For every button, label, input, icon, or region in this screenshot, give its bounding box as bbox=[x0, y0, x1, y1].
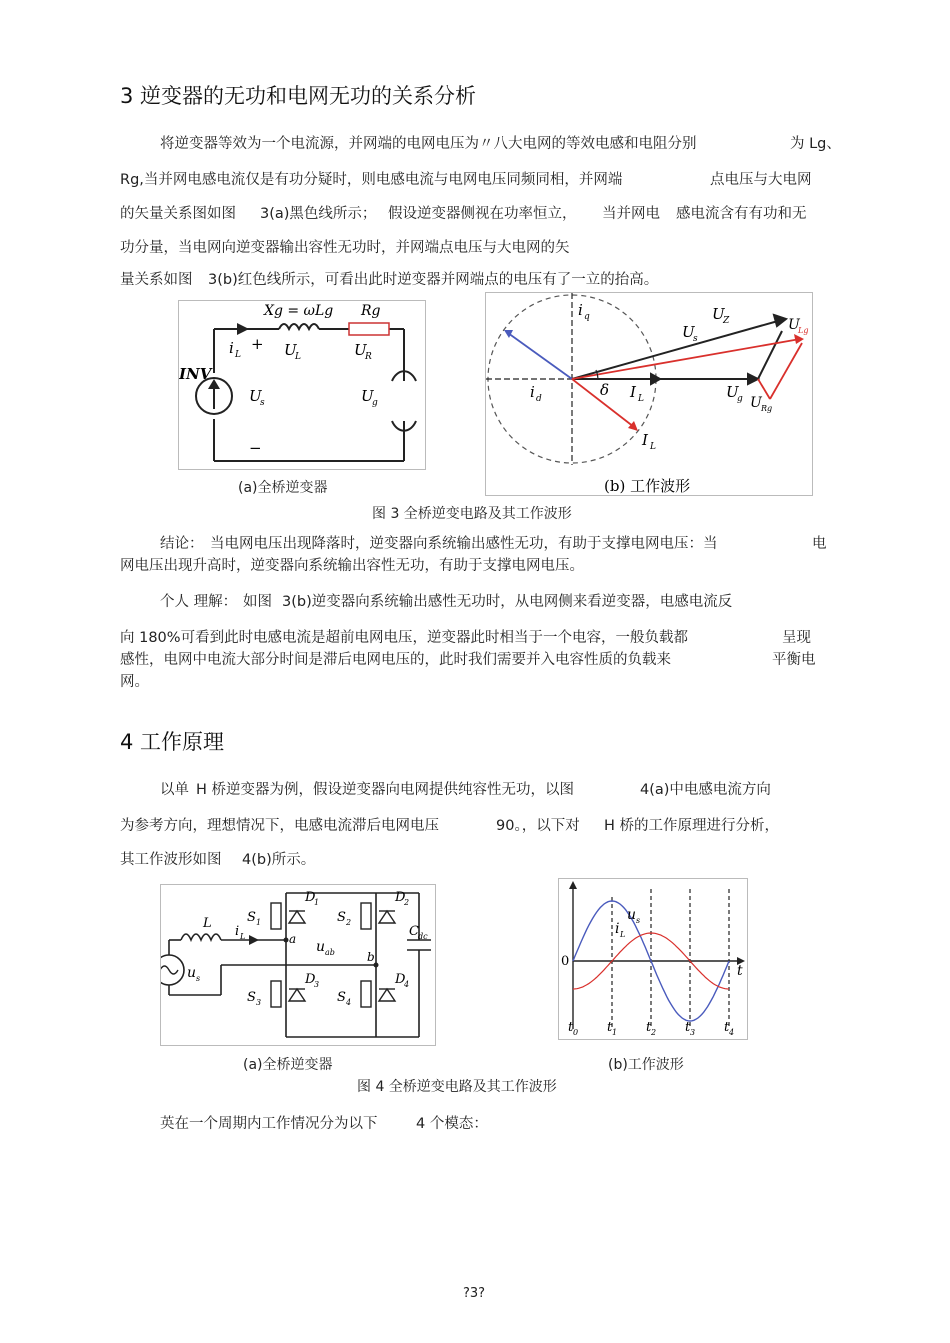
d2-sub: 2 bbox=[404, 898, 410, 907]
t-axis-label: t bbox=[737, 963, 743, 979]
s1-sub: 1 bbox=[256, 918, 262, 927]
il-label: i bbox=[229, 339, 234, 357]
ac-source-icon bbox=[161, 955, 184, 985]
ul-sub: L bbox=[295, 352, 301, 362]
personal-line-1c: 3(b)逆变器向系统输出感性无功时，从电网侧来看逆变器，电感电流反 bbox=[282, 594, 733, 610]
para-3-line-3b: 3(a)黑色线所示； bbox=[260, 206, 377, 222]
waveform-plot bbox=[559, 879, 747, 1039]
url-phasor-sub: Lg bbox=[798, 326, 809, 335]
figure-4-caption: 图 4 全桥逆变电路及其工作波形 bbox=[357, 1079, 557, 1095]
para-3-line-3e: 感电流含有有功和无 bbox=[676, 206, 807, 222]
modes-text-b: 4 个模态： bbox=[416, 1116, 488, 1132]
para-4-line-2a: 为参考方向，理想情况下，电感电流滞后电网电压 bbox=[120, 818, 439, 834]
section-4-heading: 4 工作原理 bbox=[120, 730, 225, 754]
personal-line-2b: 呈现 bbox=[782, 630, 811, 646]
ug-phasor-sub: g bbox=[737, 394, 743, 404]
figure-3b-subcaption: (b) 工作波形 bbox=[604, 477, 691, 495]
resistor-rg bbox=[349, 323, 389, 335]
s2-sub: 2 bbox=[346, 918, 352, 927]
para-3-line-1b: 为 Lg、 bbox=[790, 136, 841, 152]
s1-label: S bbox=[247, 910, 256, 925]
para-3-line-2b: 点电压与大电网 bbox=[710, 172, 812, 188]
us-sub-4a: s bbox=[196, 974, 201, 983]
para-3-line-2a: Rg,当并网电感电流仅是有功分疑时，则电感电流与电网电压同频同相，并网端 bbox=[120, 172, 623, 188]
il-red-sub: L bbox=[650, 442, 656, 452]
url-phasor-label: U bbox=[788, 317, 800, 333]
conclusion-line-1a: 结论： bbox=[160, 536, 204, 552]
para-4-line-1c: 4(a)中电感电流方向 bbox=[640, 782, 771, 798]
t1-sub: 1 bbox=[612, 1028, 618, 1037]
il-sub: L bbox=[235, 350, 241, 360]
diode-d1-icon bbox=[289, 911, 305, 923]
d3-label: D bbox=[305, 972, 316, 987]
minus-sign: − bbox=[249, 439, 262, 457]
cdc-sub: dc bbox=[418, 932, 428, 941]
personal-line-1b: 如图 bbox=[243, 594, 272, 610]
us-label-4a: u bbox=[187, 965, 197, 981]
inductor-l-label: L bbox=[203, 916, 212, 931]
s3-label: S bbox=[247, 990, 256, 1005]
switch-s3-icon bbox=[271, 981, 281, 1007]
ug-arrow bbox=[748, 374, 758, 384]
para-3-line-3d: 当并网电 bbox=[602, 206, 660, 222]
switch-s1-icon bbox=[271, 903, 281, 929]
personal-line-1a: 个人 理解： bbox=[160, 594, 238, 610]
t4-sub: 4 bbox=[729, 1028, 735, 1037]
conclusion-line-2: 网电压出现升高时，逆变器向系统输出容性无功，有助于支撑电网电压。 bbox=[120, 558, 584, 574]
s2-label: S bbox=[337, 910, 346, 925]
zero-label: 0 bbox=[561, 954, 570, 969]
d1-label: D bbox=[305, 890, 316, 905]
node-b-label: b bbox=[367, 950, 375, 964]
us-wave-label: u bbox=[627, 907, 637, 923]
t3-label: t bbox=[685, 1020, 691, 1035]
figure-3a-subcaption: (a)全桥逆变器 bbox=[238, 480, 328, 496]
us-arrow bbox=[774, 315, 786, 326]
iq-label: i bbox=[578, 301, 583, 319]
figure-3-caption: 图 3 全桥逆变电路及其工作波形 bbox=[372, 506, 572, 522]
d4-label: D bbox=[395, 972, 406, 987]
s4-sub: 4 bbox=[346, 998, 352, 1007]
personal-line-2a: 向 180%可看到此时电感电流是超前电网电压，逆变器此时相当于一个电容，一般负载都 bbox=[120, 630, 689, 646]
t2-label: t bbox=[646, 1020, 652, 1035]
inv-label: INV bbox=[179, 365, 212, 383]
full-bridge-diagram bbox=[161, 885, 435, 1045]
para-3-line-3a: 的矢量关系图如图 bbox=[120, 206, 236, 222]
uz-phasor-sub: Z bbox=[723, 316, 730, 326]
iq-sub: q bbox=[584, 312, 590, 322]
us-label: U bbox=[249, 387, 262, 405]
page-number: ?3? bbox=[463, 1286, 486, 1301]
ug-sub: g bbox=[372, 398, 378, 408]
node-a-label: a bbox=[289, 932, 297, 946]
uab-label: u bbox=[316, 939, 326, 955]
ug-label: U bbox=[361, 387, 374, 405]
d3-sub: 3 bbox=[314, 980, 320, 989]
urr-phasor-sub: Rg bbox=[761, 404, 773, 413]
il-phasor-sub: L bbox=[638, 394, 644, 404]
circuit-3a-diagram bbox=[179, 301, 425, 469]
il-direction-arrow bbox=[249, 935, 259, 945]
il-sub-4a: L bbox=[240, 932, 246, 941]
uab-sub: ab bbox=[325, 948, 335, 957]
para-4-line-3b: 4(b)所示。 bbox=[242, 852, 316, 868]
us-phasor-label: U bbox=[682, 323, 695, 341]
delta-label: δ bbox=[600, 381, 610, 399]
switch-s2-icon bbox=[361, 903, 371, 929]
il-wave-sub: L bbox=[620, 930, 626, 939]
para-3-line-4: 功分量，当电网向逆变器输出容性无功时，并网端点电压与大电网的矢 bbox=[120, 240, 570, 256]
il-red-label: I bbox=[642, 431, 648, 449]
d2-label: D bbox=[395, 890, 406, 905]
para-3-line-5a: 量关系如图 bbox=[120, 272, 193, 288]
conclusion-line-1b: 当电网电压出现降落时，逆变器向系统输出感性无功，有助于支撑电网电压：当 bbox=[210, 536, 718, 552]
d1-sub: 1 bbox=[314, 898, 320, 907]
figure-4b-waveform bbox=[558, 878, 748, 1040]
t1-label: t bbox=[607, 1020, 613, 1035]
figure-3a-circuit bbox=[178, 300, 426, 470]
figure-4a-circuit bbox=[160, 884, 436, 1046]
para-3-line-3c: 假设逆变器侧视在功率恒立， bbox=[388, 206, 577, 222]
us-wave-sub: s bbox=[636, 916, 641, 925]
uz-phasor-label: U bbox=[712, 305, 725, 323]
para-4-line-2c: H 桥的工作原理进行分析， bbox=[604, 818, 780, 834]
cdc-label: C bbox=[409, 924, 419, 939]
us-sub: s bbox=[260, 398, 265, 408]
para-4-line-1a: 以单 bbox=[160, 782, 189, 798]
il-label-4a: i bbox=[235, 924, 240, 939]
us-phasor-sub: s bbox=[693, 334, 698, 344]
figure-4b-subcaption: (b)工作波形 bbox=[608, 1057, 684, 1073]
id-label: i bbox=[530, 383, 535, 401]
personal-line-4: 网。 bbox=[120, 674, 149, 690]
id-sub: d bbox=[536, 394, 542, 404]
rg-label: Rg bbox=[361, 303, 381, 319]
current-arrow-icon bbox=[237, 323, 249, 335]
para-4-line-2b: 90。，以下对 bbox=[496, 818, 580, 834]
red-us-phasor bbox=[572, 339, 800, 379]
ug-phasor-label: U bbox=[726, 383, 739, 401]
t0-sub: 0 bbox=[573, 1028, 579, 1037]
diode-d3-icon bbox=[289, 989, 305, 1001]
diode-d4-icon bbox=[379, 989, 395, 1001]
personal-line-3b: 平衡电 bbox=[772, 652, 816, 668]
il-wave-label: i bbox=[615, 921, 620, 937]
personal-line-3a: 感性，电网中电流大部分时间是滞后电网电压的，此时我们需要并入电容性质的负载来 bbox=[120, 652, 671, 668]
section-3-heading: 3 逆变器的无功和电网无功的关系分析 bbox=[120, 84, 477, 108]
t2-sub: 2 bbox=[651, 1028, 657, 1037]
urr-phasor-label: U bbox=[750, 395, 762, 411]
t4-label: t bbox=[724, 1020, 730, 1035]
para-4-line-3a: 其工作波形如图 bbox=[120, 852, 222, 868]
conclusion-line-1c: 电 bbox=[812, 536, 827, 552]
para-3-line-1a: 将逆变器等效为一个电流源，并网端的电网电压为〃八大电网的等效电感和电阻分别 bbox=[160, 136, 697, 152]
il-phasor-label: I bbox=[630, 383, 636, 401]
t3-sub: 3 bbox=[690, 1028, 696, 1037]
para-4-line-1b: H 桥逆变器为例，假设逆变器向电网提供纯容性无功，以图 bbox=[196, 782, 575, 798]
para-3-line-5b: 3(b)红色线所示，可看出此时逆变器并网端点的电压有了一立的抬高。 bbox=[208, 272, 659, 288]
ul-label: U bbox=[284, 341, 297, 359]
s3-sub: 3 bbox=[256, 998, 262, 1007]
diode-d2-icon bbox=[379, 911, 395, 923]
switch-s4-icon bbox=[361, 981, 371, 1007]
ur-sub: R bbox=[365, 352, 372, 362]
t0-label: t bbox=[568, 1020, 574, 1035]
figure-4a-subcaption: (a)全桥逆变器 bbox=[243, 1057, 333, 1073]
blue-phasor bbox=[508, 333, 572, 379]
figure-3b-phasor bbox=[485, 292, 813, 496]
s4-label: S bbox=[337, 990, 346, 1005]
ur-label: U bbox=[354, 341, 367, 359]
phasor-diagram bbox=[486, 293, 812, 495]
plus-sign: + bbox=[251, 335, 264, 353]
d4-sub: 4 bbox=[404, 980, 410, 989]
modes-text-a: 英在一个周期内工作情况分为以下 bbox=[160, 1116, 378, 1132]
xg-label: Xg = ωLg bbox=[264, 303, 334, 319]
